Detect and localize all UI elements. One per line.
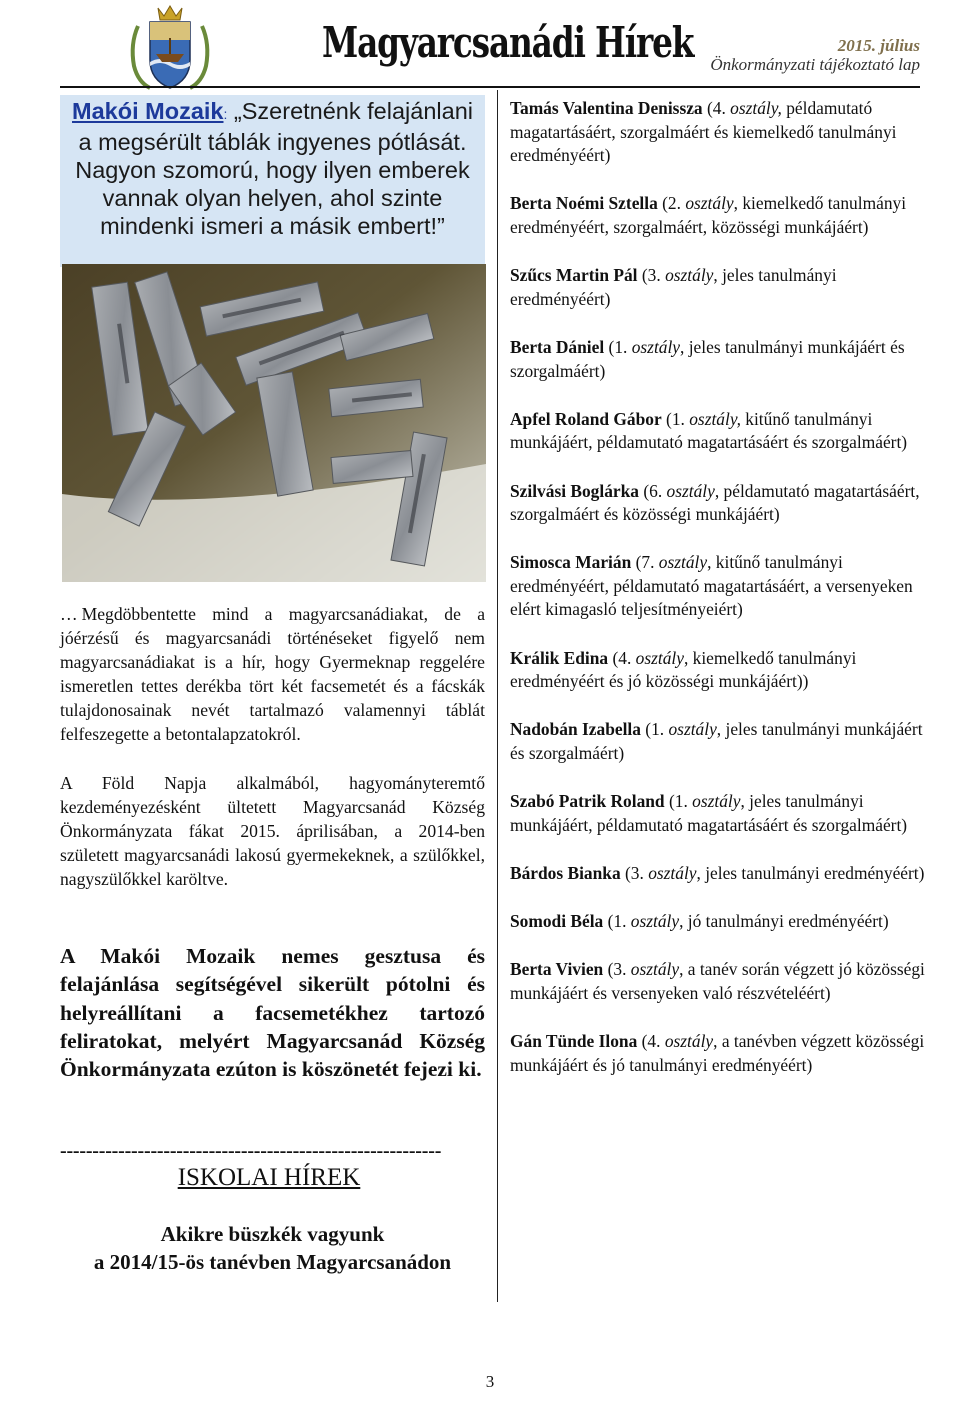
honoree-reason: , jó tanulmányi eredményéért) bbox=[679, 911, 889, 932]
honoree-name: Szabó Patrik Roland bbox=[510, 791, 665, 812]
honoree-name: Bárdos Bianka bbox=[510, 863, 621, 883]
honor-list-item bbox=[510, 958, 925, 1005]
article-paragraph-2: A Föld Napja alkalmából, hagyományteremtő kezdeményezésként ültetett Magyarcsanád Község Önkormányzata fákat 2015. áprilisában, a 2014-ben született magyarcsanádi lakosú gyermekeknek, a szülőkkel, nagyszülőkkel karöltve. bbox=[60, 773, 485, 889]
honoree-class-number: (4. bbox=[702, 98, 731, 118]
honoree-reason: , kiemelkedő tanulmányi eredményéért és jó közösségi munkájáért)) bbox=[510, 647, 857, 692]
honoree-reason: , jeles tanulmányi munkájáért és szorgalmáért) bbox=[510, 719, 923, 764]
page-number: 3 bbox=[485, 1372, 495, 1391]
section-dash-divider: ----------------------------------------------------------- bbox=[60, 1140, 442, 1162]
school-news-subtitle-line-1: Akikre büszkék vagyunk bbox=[160, 1222, 385, 1246]
honor-list-item bbox=[510, 1030, 925, 1077]
honoree-class-number: (1. bbox=[661, 408, 690, 429]
honoree-class-word: osztály bbox=[635, 647, 684, 668]
damaged-name-plates-photo bbox=[62, 264, 486, 582]
honoree-name: Gán Tünde Ilona bbox=[510, 1031, 638, 1052]
newspaper-subtitle: Önkormányzati tájékoztató lap bbox=[710, 55, 920, 74]
honor-list-item bbox=[510, 336, 925, 383]
honoree-reason: , a tanévben végzett közösségi munkájáért és jó tanulmányi eredményéért) bbox=[510, 1031, 925, 1075]
honoree-class-word: osztály bbox=[664, 1031, 714, 1052]
honoree-reason: példamutató magatartásáért, szorgalmáért és kiemelkedő tanulmányi eredményéért) bbox=[510, 98, 897, 166]
honoree-class-word: osztály bbox=[666, 480, 715, 501]
honoree-name: Králik Edina bbox=[510, 647, 609, 668]
article-paragraph-1 bbox=[60, 602, 485, 746]
article-paragraph-1-text: Megdöbbentette mind a magyarcsanádiakat, de a jóérzésű és magyarcsanádi történéseket figyelő nem magyarcsanádiakat is a hír, hogy Gyermeknap reggelére ismeretlen tettes derékba tört két facsemetét és a fácskák tulajdonosainak nevét tartalmazó valamennyi táblát felfeszegette a betontalapzatokról. bbox=[60, 604, 485, 744]
honor-list-item bbox=[510, 647, 925, 694]
honor-list bbox=[510, 97, 925, 1102]
honoree-name: Simosca Marián bbox=[510, 552, 632, 573]
honoree-name: Szilvási Boglárka bbox=[510, 480, 639, 501]
honor-list-item bbox=[510, 718, 925, 765]
honoree-class-number: (4. bbox=[608, 647, 636, 668]
quote-box bbox=[60, 95, 485, 267]
honoree-name: Somodi Béla bbox=[510, 911, 604, 932]
school-news-subtitle bbox=[60, 1220, 485, 1276]
honoree-class-word: osztály bbox=[658, 552, 708, 573]
coat-of-arms-icon bbox=[120, 4, 220, 92]
issue-date: 2015. július bbox=[837, 36, 920, 55]
honor-list-item bbox=[510, 264, 925, 311]
honoree-reason: , jeles tanulmányi munkájáért, példamutató magatartásáért és szorgalmáért) bbox=[510, 791, 908, 835]
honoree-name: Berta Vivien bbox=[510, 959, 604, 980]
honor-list-item bbox=[510, 480, 925, 527]
quote-text: „Szeretnénk felajánlani a megsérült táblák ingyenes pótlását. Nagyon szomorú, hogy ilyen emberek vannak olyan helyen, ahol szinte mindenki ismeri a másik embert!” bbox=[75, 98, 473, 239]
honoree-reason: , jeles tanulmányi eredményéért) bbox=[696, 863, 925, 883]
school-news-title: ISKOLAI HÍREK bbox=[177, 1164, 361, 1191]
thanks-paragraph: A Makói Mozaik nemes gesztusa és felajánlása segítségével sikerült pótolni és helyreállítani a facsemetékhez tartozó feliratokat, melyért Magyarcsanád Község Önkormányzata ezúton is köszönetét fejezi ki. bbox=[60, 944, 485, 1082]
honoree-reason: , jeles tanulmányi eredményéért) bbox=[510, 265, 837, 309]
honor-list-item bbox=[510, 790, 925, 837]
honoree-class-word: osztály bbox=[631, 336, 681, 357]
header-divider bbox=[60, 86, 920, 88]
school-news-subtitle-line-2: a 2014/15-ös tanévben Magyarcsanádon bbox=[93, 1250, 452, 1274]
honoree-class-number: (6. bbox=[639, 480, 667, 501]
honoree-name: Apfel Roland Gábor bbox=[510, 408, 662, 429]
honoree-class-number: (1. bbox=[640, 719, 669, 740]
honoree-reason: kitűnő tanulmányi munkájáért, példamutató magatartásáért és szorgalmáért) bbox=[510, 408, 908, 453]
honoree-class-word: osztály bbox=[692, 791, 741, 812]
honoree-name: Szűcs Martin Pál bbox=[510, 265, 638, 286]
honoree-class-word: osztály bbox=[665, 265, 714, 286]
honoree-reason: , jeles tanulmányi munkájáért és szorgalmáért) bbox=[510, 336, 905, 381]
honoree-class-number: (2. bbox=[657, 193, 686, 214]
honoree-class-number: (3. bbox=[603, 959, 631, 980]
column-divider bbox=[497, 90, 498, 1302]
honoree-reason: , a tanév során végzett jó közösségi munkájáért és versenyeken való részvételéért) bbox=[510, 959, 925, 1003]
honoree-class-number: (3. bbox=[637, 265, 666, 286]
honoree-class-word: osztály bbox=[668, 719, 717, 740]
honoree-class-number: (1. bbox=[664, 791, 693, 812]
honoree-class-number: (1. bbox=[603, 911, 631, 932]
honoree-name: Tamás Valentina Denissza bbox=[510, 98, 703, 118]
newspaper-title: Magyarcsanádi Hírek bbox=[322, 18, 694, 67]
honor-list-item bbox=[510, 862, 925, 886]
honor-list-item bbox=[510, 192, 925, 239]
article-ellipsis: … bbox=[60, 604, 78, 624]
quote-colon: : bbox=[223, 106, 228, 122]
honoree-class-word: osztály bbox=[630, 911, 680, 932]
honoree-class-word: osztály bbox=[685, 193, 734, 214]
honoree-class-number: (3. bbox=[620, 863, 649, 883]
honoree-class-word: osztály bbox=[648, 863, 697, 883]
honoree-name: Berta Noémi Sztella bbox=[510, 193, 658, 214]
honoree-reason: , példamutató magatartásáért, szorgalmáért és közösségi munkájáért) bbox=[510, 480, 920, 525]
honoree-class-number: (7. bbox=[631, 552, 659, 573]
honor-list-item bbox=[510, 910, 925, 934]
honoree-name: Berta Dániel bbox=[510, 336, 605, 357]
honoree-class-word: osztály bbox=[630, 959, 680, 980]
honor-list-item bbox=[510, 551, 925, 622]
honor-list-item bbox=[510, 97, 925, 168]
honor-list-item bbox=[510, 408, 925, 455]
honoree-class-word: osztály, bbox=[730, 98, 782, 118]
honoree-class-word: osztály, bbox=[689, 408, 741, 429]
honoree-name: Nadobán Izabella bbox=[510, 719, 641, 740]
honoree-reason: , kitűnő tanulmányi eredményéért, példamutató magatartásáért, a versenyeken elért kimagasló teljesítményeiért) bbox=[510, 552, 913, 620]
honoree-class-number: (4. bbox=[637, 1031, 665, 1052]
honoree-class-number: (1. bbox=[604, 336, 632, 357]
quote-lead: Makói Mozaik bbox=[72, 98, 224, 124]
honoree-reason: , kiemelkedő tanulmányi eredményéért, szorgalmáért, közösségi munkájáért) bbox=[510, 193, 907, 237]
